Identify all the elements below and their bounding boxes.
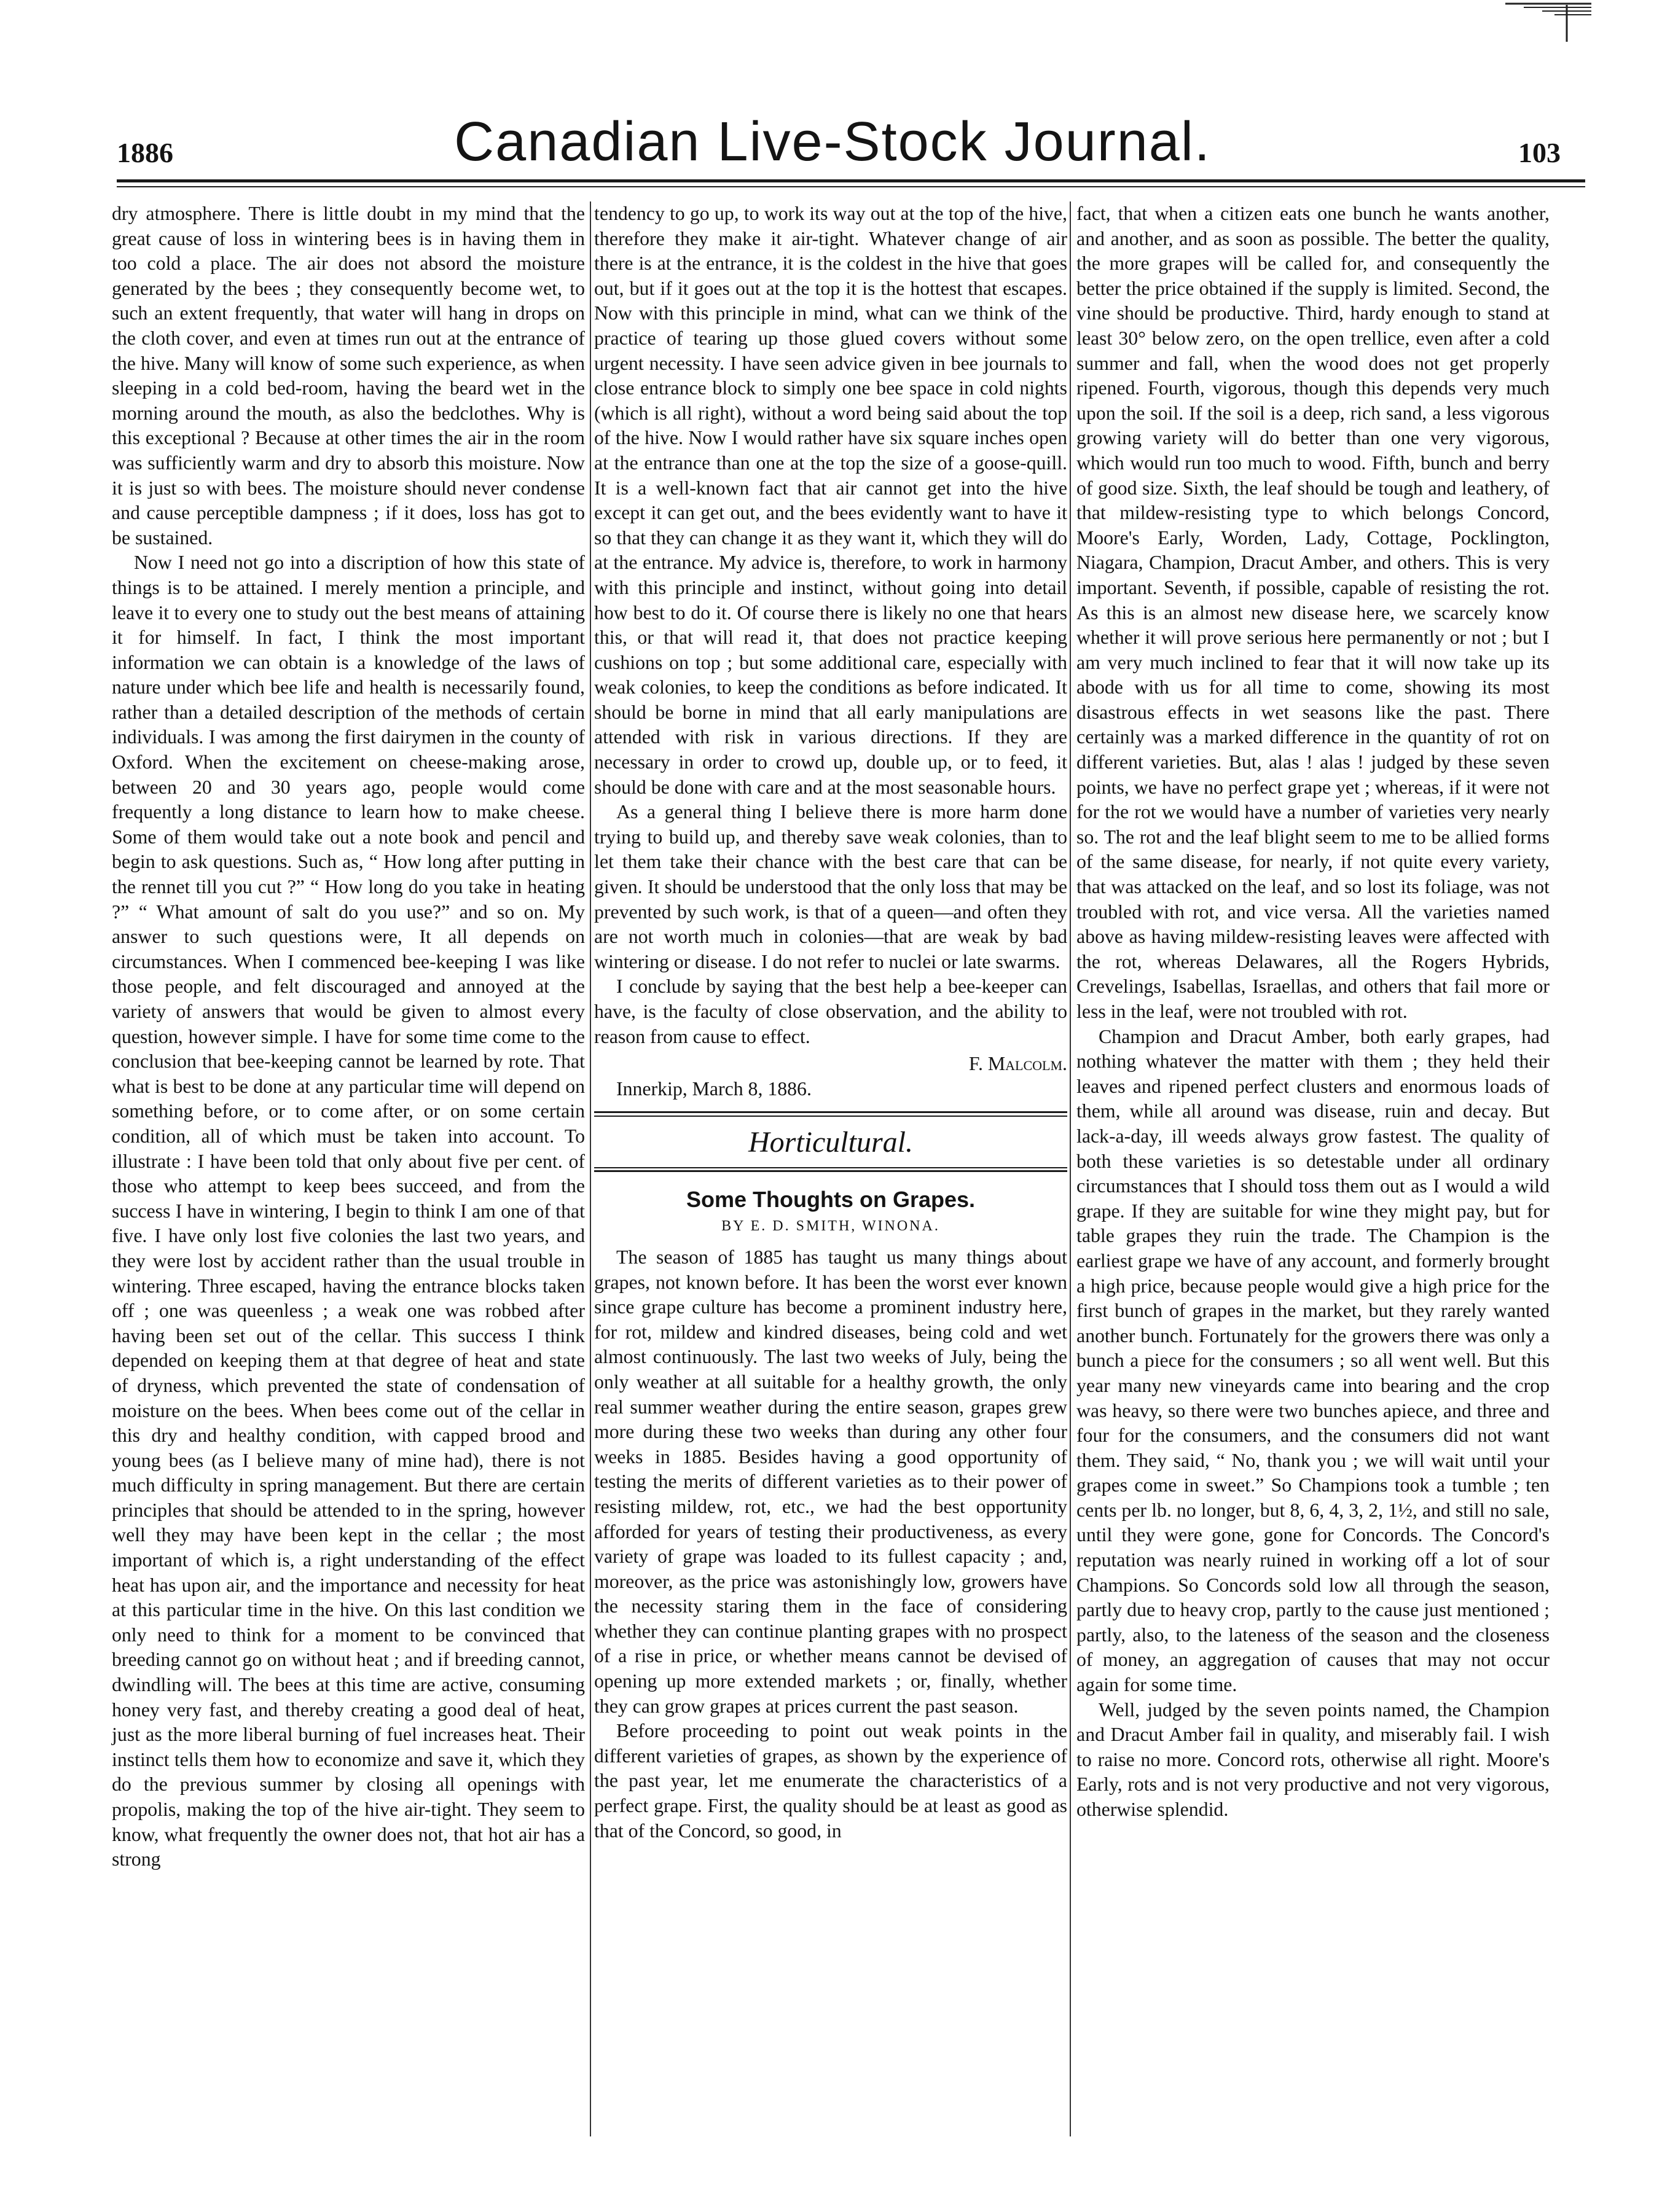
paragraph: Champion and Dracut Amber, both early grapes, had nothing whatever the matter with them ; they held their leaves and ripened perfect clusters and enormous loads of them, while all around was disease, ruin and decay. But lack-a-day, ill weeds always grow fastest. The quality of both these varieties is so detestable under all ordinary circumstances that I should toss them out as I would a wild grape. If they are suitable for wine they might pay, but for table grapes they ruin the trade. The Champion is the earliest grape we have of any account, and formerly brought a high price, because people would give a high price for the first bunch of grapes in the market, but they rarely wanted another bunch. Fortunately for the growers there was only a bunch a piece for the consumers ; so all went well. But this year many new vineyards came into bearing and the crop was heavy, so there were two bunches apiece, and three and four for the consumers, and the consumers did not want them. They said, “ No, thank you ; we will wait until your grapes come in sweet.” So Champions took a tumble ; ten cents per lb. no longer, but 8, 6, 4, 3, 2, 1½, and still no sale, until they were gone, gone for Concords. The Concord's reputation was nearly ruined in working off a lot of sour Champions. So Concords sold low all through the season, partly due to heavy crop, partly to the cause just mentioned ; partly, also, to the lateness of the season and the closeness of money, an aggregation of causes that may not occur again for some time.: [1076, 1025, 1550, 1696]
paragraph: Well, judged by the seven points named, the Champion and Dracut Amber fail in quality, and miserably fail. I wish to raise no more. Concord rots, otherwise all right. Moore's Early, rots and is not very productive and not very vigorous, otherwise splendid.: [1076, 1698, 1550, 1820]
journal-title: Canadian Live-Stock Journal.: [454, 111, 1211, 173]
header-rule-thick: [117, 179, 1585, 182]
section-rule: [594, 1167, 1067, 1168]
section-rule: [594, 1111, 1067, 1113]
page-header: [92, 92, 1573, 172]
paragraph: As a general thing I believe there is more harm done trying to build up, and thereby save weak colonies, than to let them take their chance with the best care that can be given. It should be understood that the only loss that may be prevented by such work, is that of a queen—and often they are not worth much in colonies—that are weak by bad wintering or disease. I do not refer to nuclei or late swarms.: [594, 801, 1067, 972]
column-1: [112, 201, 585, 1872]
paragraph: fact, that when a citizen eats one bunch he wants another, and another, and as soon as possible. The better the quality, the more grapes will be called for, and consequently the better the price obtained if the supply is limited. Second, the vine should be productive. Third, hardy enough to stand at least 30° below zero, on the open trellice, even after a cold summer and fall, when the wood does not get properly ripened. Fourth, vigorous, though this depends very much upon the soil. If the soil is a deep, rich sand, a less vigorous growing variety will do better than one very vigorous, which would run too much to wood. Fifth, bunch and berry of good size. Sixth, the leaf should be tough and leathery, of that mildew-resisting type to which belongs Concord, Moore's Early, Worden, Lady, Cottage, Pocklington, Niagara, Champion, Dracut Amber, and others. This is very important. Seventh, if possible, capable of resisting the rot. As this is an almost new disease here, we scarcely know whether it will prove serious here permanently or not ; but I am very much inclined to fear that it will now take up its abode with us for all time to come, showing its most disastrous effects in wet seasons like the past. There certainly was a marked difference in the quantity of rot on different varieties. But, alas ! alas ! judged by these seven points, we have no perfect grape yet ; whereas, if it were not for the rot we would have a number of varieties very nearly so. The rot and the leaf blight seem to me to be allied forms of the same disease, for nearly, if not quite every variety, that was attacked on the leaf, and so lost its foliage, was not troubled with rot, and vice versa. All the varieties named above as having mildew-resisting leaves were affected with the rot, whereas Delawares, all the Rogers Hybrids, Crevelings, Isabellas, Israellas, and others that fail more or less in the leaf, were not troubled with rot.: [1076, 203, 1550, 1022]
page-number: 103: [1518, 137, 1561, 168]
dateline: Innerkip, March 8, 1886.: [616, 1077, 812, 1100]
paragraph: Before proceeding to point out weak points in the different varieties of grapes, as shown by the experience of the past year, let me enumerate the characteristics of a perfect grape. First, the quality should be at least as good as that of the Concord, so good, in: [594, 1720, 1067, 1842]
header-year: 1886: [117, 137, 173, 168]
paragraph: dry atmosphere. There is little doubt in my mind that the great cause of loss in wintering bees is in having them in too cold a place. The air does not absord the moisture generated by the bees ; they consequently become wet, to such an extent frequently, that water will hang in drops on the cloth cover, and even at times run out at the entrance of the hive. Many will know of some such experience, as when sleeping in a cold bed-room, having the beard wet in the morning around the mouth, as also the bedclothes. Why is this exceptional ? Because at other times the air in the room was sufficiently warm and dry to absorb this moisture. Now it is just so with bees. The moisture should never condense and cause perceptible dampness ; if it does, loss has got to be sustained.: [112, 203, 585, 549]
column-3: [1076, 201, 1550, 1823]
paragraph: The season of 1885 has taught us many things about grapes, not known before. It has been the worst ever known since grape culture has become a prominent industry here, for rot, mildew and kindred diseases, being cold and wet almost continuously. The last two weeks of July, being the only weather at all suitable for a healthy growth, the only real summer weather during the entire season, grapes grew more during these two weeks than during any other four weeks in 1885. Besides having a good opportunity of testing the merits of different varieties as to their power of resisting mildew, rot, etc., we had the best opportunity afforded for years of testing their productiveness, as every variety of grape was loaded to its fullest capacity ; and, moreover, as the price was astonishingly low, growers have the necessity staring them in the face of considering whether they can continue planting grapes with no prospect of a rise in price, or whether means cannot be devised of opening up more extended markets ; or, finally, whether they can grow grapes at prices current the past season.: [594, 1246, 1067, 1717]
corner-printing-mark: [1505, 0, 1591, 43]
column-2: [594, 201, 1067, 1843]
section-rule: [594, 1116, 1067, 1117]
author-signature: F. Malcolm.: [968, 1053, 1067, 1075]
section-rule: [594, 1170, 1067, 1172]
column-divider-right: [1070, 201, 1071, 2136]
paragraph: tendency to go up, to work its way out at the top of the hive, therefore they make it air-tight. Whatever change of air there is at the entrance, it is the coldest in the hive that goes out, but if it goes out at the top it is the hottest that escapes. Now with this principle in mind, what can we think of the practice of tearing up those glued covers without some urgent necessity. I have seen advice given in bee journals to close entrance block to simply one bee space in cold nights (which is all right), without a word being said about the top of the hive. Now I would rather have six square inches open at the entrance than one at the top the size of a goose-quill. It is a well-known fact that air cannot get into the hive except it can get out, and the bees evidently want to have it so that they can change it as they want it, which they will do at the entrance. My advice is, therefore, to work in harmony with this principle and instinct, without going into detail how best to do it. Of course there is likely no one that hears this, or that will read it, that does not practice keeping cushions on top ; but some additional care, especially with weak colonies, to keep the conditions as before indicated. It should be borne in mind that all early manipulations are attended with risk in various directions. If they are necessary in order to crowd up, double up, or to feed, it should be done with care and at the most seasonable hours.: [594, 203, 1067, 798]
column-divider-left: [590, 201, 591, 2136]
paragraph: I conclude by saying that the best help a bee-keeper can have, is the faculty of close observation, and the ability to reason from cause to effect.: [594, 975, 1067, 1047]
header-rule-thin: [117, 186, 1585, 187]
section-title: Horticultural.: [748, 1126, 913, 1159]
article-byline: BY E. D. SMITH, WINONA.: [721, 1218, 940, 1235]
paragraph: Now I need not go into a discription of how this state of things is to be attained. I merely mention a principle, and leave it to every one to study out the best means of attaining it for himself. In fact, I think the most important information we can obtain is a knowledge of the laws of nature under which bee life and health is necessarily found, rather than a detailed description of the methods of certain individuals. I was among the first dairymen in the county of Oxford. When the excitement on cheese-making arose, between 20 and 30 years ago, people would come frequently a long distance to learn how to make cheese. Some of them would take out a note book and pencil and begin to ask questions. Such as, “ How long after putting in the rennet till you cut ?” “ How long do you take in heating ?” “ What amount of salt do you use?” and so on. My answer to such questions were, It all depends on circumstances. When I commenced bee-keeping I was like those people, and felt discouraged and annoyed at the variety of answers that would be given to almost every question, however simple. I have for some time come to the conclusion that bee-keeping cannot be learned by rote. That what is best to be done at any particular time will depend on something before, or to come after, or on some certain condition, all of which must be taken into account. To illustrate : I have been told that only about five per cent. of those who attempt to keep bees succeed, and from the success I have in wintering, I begin to think I am one of that five. I have only lost five colonies the last two years, and they were lost by accident rather than the usual trouble in wintering. Three escaped, having the entrance blocks taken off ; one was queenless ; a weak one was robbed after having been set out of the cellar. This success I think depended on keeping them at that degree of heat and state of dryness, which prevented the state of condensation of moisture on the bees. When bees come out of the cellar in this dry and healthy condition, with capped brood and young bees (as I believe many of mine had), there is not much difficulty in spring management. But there are certain principles that should be attended to in the spring, however well they may have been kept in the cellar ; the most important of which is, a right understanding of the effect heat has upon air, and the importance and necessity for heat at this particular time in the hive. On this last condition we only need to think for a moment to be convinced that breeding cannot go on without heat ; and if breeding cannot, dwindling will. The bees at this time are active, consuming honey very fast, and thereby creating a good deal of heat, just as the more liberal burning of fuel increases heat. Their instinct tells them how to economize and save it, which they do the previous summer by closing all openings with propolis, making the top of the hive air-tight. They seem to know, what frequently the owner does not, that hot air has a strong: [112, 552, 585, 1870]
article-title: Some Thoughts on Grapes.: [686, 1187, 976, 1213]
